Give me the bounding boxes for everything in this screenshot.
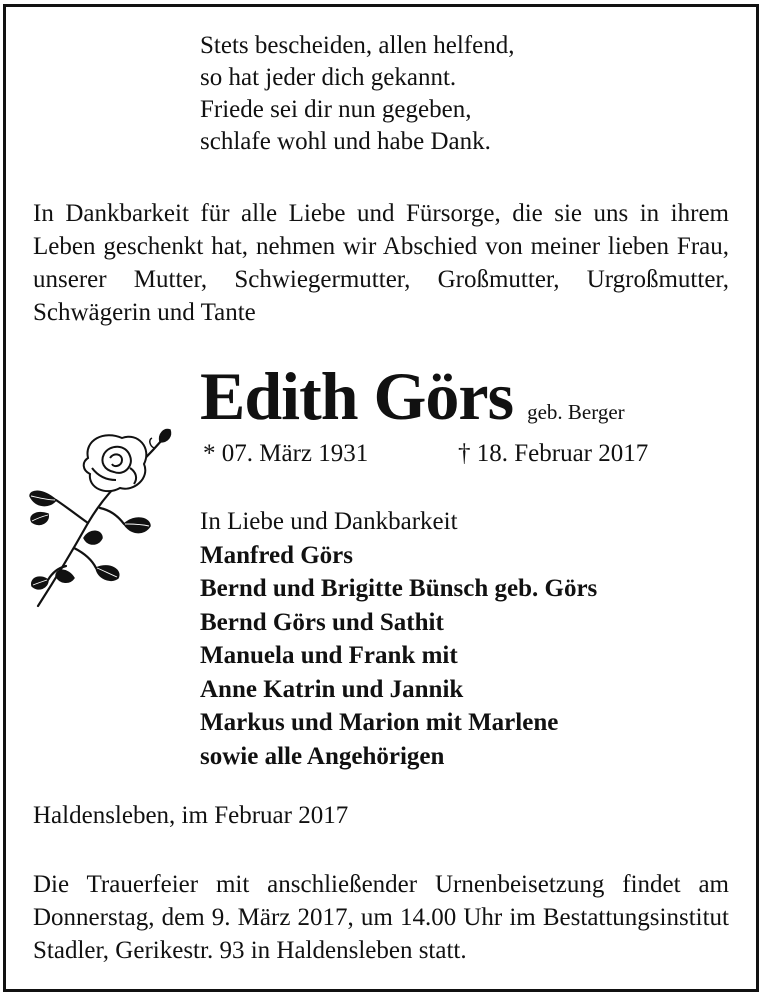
mourner-name: sowie alle Angehörigen (200, 742, 445, 770)
mourner-name: Markus und Marion mit Marlene (200, 709, 559, 736)
mourner-name: Manuela und Frank mit (200, 642, 458, 669)
deceased-name: Edith Görs (200, 358, 514, 434)
poem-line: Stets bescheiden, allen helfend, (200, 32, 515, 59)
mourner-name: Anne Katrin und Jannik (200, 675, 464, 703)
mourner-name: Manfred Görs (200, 541, 353, 569)
poem (200, 30, 514, 158)
birth-date: * 07. März 1931 (203, 440, 369, 467)
place-date: Haldensleben, im Februar 2017 (33, 802, 349, 829)
rose-icon (26, 418, 186, 613)
mourners-intro: In Liebe und Dankbarkeit (200, 508, 458, 535)
mourner-name: Bernd Görs und Sathit (200, 608, 444, 636)
mourners-list (200, 505, 597, 773)
poem-line: schlafe wohl und habe Dank. (200, 128, 491, 155)
intro-text: In Dankbarkeit für alle Liebe und Fürsorge, die sie uns in ihrem Leben geschenkt hat, nehmen wir Abschied von meiner lieben Frau, unserer Mutter, Schwiegermutter, Großmutter, Urgroßmutter, Schwägerin und Tante (33, 200, 729, 326)
service-details: Die Trauerfeier mit anschließender Urnenbeisetzung findet am Donnerstag, dem 9. März 2017, um 14.00 Uhr im Bestattungsinstitut Stadler, Gerikestr. 93 in Haldensleben statt. (33, 871, 729, 964)
poem-line: Friede sei dir nun gegeben, (200, 96, 472, 123)
mourner-name: Bernd und Brigitte Bünsch geb. Görs (200, 575, 598, 602)
maiden-name: geb. Berger (527, 400, 625, 424)
deceased-name-line (200, 358, 625, 434)
poem-line: so hat jeder dich gekannt. (200, 64, 457, 91)
death-date: † 18. Februar 2017 (458, 440, 649, 467)
